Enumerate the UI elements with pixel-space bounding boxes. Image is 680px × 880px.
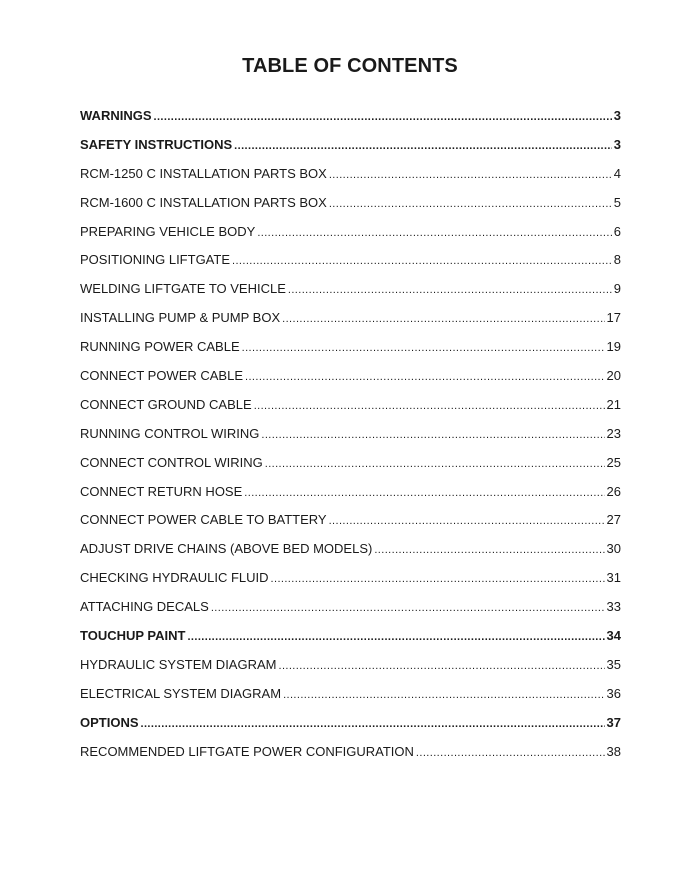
toc-entry-page-number: 36 xyxy=(606,685,621,701)
toc-dot-leader xyxy=(329,515,605,527)
toc-entry-page-number: 5 xyxy=(613,194,621,210)
toc-dot-leader xyxy=(265,458,605,470)
toc-entry-label: RECOMMENDED LIFTGATE POWER CONFIGURATION xyxy=(80,743,414,759)
toc-dot-leader xyxy=(282,313,604,325)
toc-entry[interactable] xyxy=(80,368,621,397)
toc-entry[interactable] xyxy=(80,570,621,599)
page-title: TABLE OF CONTENTS xyxy=(242,55,458,77)
toc-entry-page-number: 31 xyxy=(606,570,621,586)
toc-dot-leader xyxy=(329,198,612,210)
toc-entry-page-number: 8 xyxy=(613,252,621,268)
toc-dot-leader xyxy=(245,371,605,383)
toc-dot-leader xyxy=(374,544,604,556)
toc-entry-label: CONNECT POWER CABLE xyxy=(80,368,244,384)
toc-dot-leader xyxy=(329,169,612,181)
toc-entry[interactable] xyxy=(80,426,621,455)
toc-entry[interactable] xyxy=(80,512,621,541)
toc-entry-page-number: 3 xyxy=(613,136,621,152)
toc-entry[interactable] xyxy=(80,339,621,368)
toc-entry-label: CONNECT RETURN HOSE xyxy=(80,483,243,499)
toc-dot-leader xyxy=(154,111,612,123)
toc-entry[interactable] xyxy=(80,137,621,166)
toc-entry[interactable] xyxy=(80,397,621,426)
toc-entry[interactable] xyxy=(80,599,621,628)
toc-entry[interactable] xyxy=(80,310,621,339)
toc-dot-leader xyxy=(271,573,605,585)
toc-dot-leader xyxy=(261,429,604,441)
toc-dot-leader xyxy=(232,255,612,267)
toc-entry-label: OPTIONS xyxy=(80,714,139,730)
toc-dot-leader xyxy=(187,631,604,643)
toc-entry-label: CONNECT POWER CABLE TO BATTERY xyxy=(80,512,327,528)
toc-dot-leader xyxy=(288,284,612,296)
toc-dot-leader xyxy=(278,660,604,672)
toc-entry-label: ATTACHING DECALS xyxy=(80,599,209,615)
toc-dot-leader xyxy=(242,342,605,354)
toc-entry[interactable] xyxy=(80,108,621,137)
toc-entry[interactable] xyxy=(80,195,621,224)
toc-dot-leader xyxy=(141,718,605,730)
toc-entry-page-number: 4 xyxy=(613,165,621,181)
toc-entry-page-number: 27 xyxy=(606,512,621,528)
toc-entry-page-number: 38 xyxy=(606,743,621,759)
toc-entry-page-number: 17 xyxy=(606,310,621,326)
toc-entry[interactable] xyxy=(80,715,621,744)
toc-dot-leader xyxy=(257,227,611,239)
toc-entry[interactable] xyxy=(80,484,621,513)
toc-entry-page-number: 19 xyxy=(606,339,621,355)
toc-entry[interactable] xyxy=(80,541,621,570)
toc-entry-label: CONNECT CONTROL WIRING xyxy=(80,454,263,470)
toc-dot-leader xyxy=(211,602,605,614)
toc-entry-label: WELDING LIFTGATE TO VEHICLE xyxy=(80,281,286,297)
toc-entry-page-number: 30 xyxy=(606,541,621,557)
toc-entry[interactable] xyxy=(80,657,621,686)
toc-dot-leader xyxy=(416,747,605,759)
toc-entry-label: PREPARING VEHICLE BODY xyxy=(80,223,256,239)
toc-entry-label: RCM-1600 C INSTALLATION PARTS BOX xyxy=(80,194,327,210)
toc-dot-leader xyxy=(244,487,604,499)
toc-entry-label: ADJUST DRIVE CHAINS (ABOVE BED MODELS) xyxy=(80,541,373,557)
toc-entry-page-number: 34 xyxy=(606,628,621,644)
toc-entry-label: SAFETY INSTRUCTIONS xyxy=(80,136,233,152)
toc-entry-page-number: 25 xyxy=(606,454,621,470)
toc-entry[interactable] xyxy=(80,166,621,195)
toc-entry-label: RCM-1250 C INSTALLATION PARTS BOX xyxy=(80,165,327,181)
toc-entry-page-number: 33 xyxy=(606,599,621,615)
toc-entry-label: TOUCHUP PAINT xyxy=(80,628,186,644)
toc-entry-label: WARNINGS xyxy=(80,108,152,123)
toc-entry[interactable] xyxy=(80,281,621,310)
toc-entry-page-number: 21 xyxy=(606,396,621,412)
toc-entry[interactable] xyxy=(80,455,621,484)
toc-entry[interactable] xyxy=(80,628,621,657)
toc-entry-page-number: 37 xyxy=(606,714,621,730)
toc-entry-label: CONNECT GROUND CABLE xyxy=(80,396,252,412)
toc-entry-label: ELECTRICAL SYSTEM DIAGRAM xyxy=(80,685,282,701)
toc-entry[interactable] xyxy=(80,744,621,773)
toc-entry-page-number: 6 xyxy=(613,223,621,239)
toc-entry-label: INSTALLING PUMP & PUMP BOX xyxy=(80,310,281,326)
toc-entry-label: HYDRAULIC SYSTEM DIAGRAM xyxy=(80,656,277,672)
toc-entry-page-number: 35 xyxy=(606,656,621,672)
toc-entry-label: CHECKING HYDRAULIC FLUID xyxy=(80,570,269,586)
toc-entry-page-number: 3 xyxy=(613,108,621,123)
toc-entry[interactable] xyxy=(80,224,621,253)
toc-dot-leader xyxy=(283,689,604,701)
table-of-contents xyxy=(80,108,621,772)
toc-entry[interactable] xyxy=(80,252,621,281)
toc-entry-label: POSITIONING LIFTGATE xyxy=(80,252,230,268)
toc-entry-page-number: 20 xyxy=(606,368,621,384)
toc-entry[interactable] xyxy=(80,686,621,715)
toc-dot-leader xyxy=(234,140,612,152)
toc-entry-page-number: 9 xyxy=(613,281,621,297)
toc-entry-label: RUNNING POWER CABLE xyxy=(80,339,240,355)
toc-entry-page-number: 26 xyxy=(606,483,621,499)
toc-dot-leader xyxy=(254,400,605,412)
toc-entry-label: RUNNING CONTROL WIRING xyxy=(80,425,260,441)
toc-entry-page-number: 23 xyxy=(606,425,621,441)
